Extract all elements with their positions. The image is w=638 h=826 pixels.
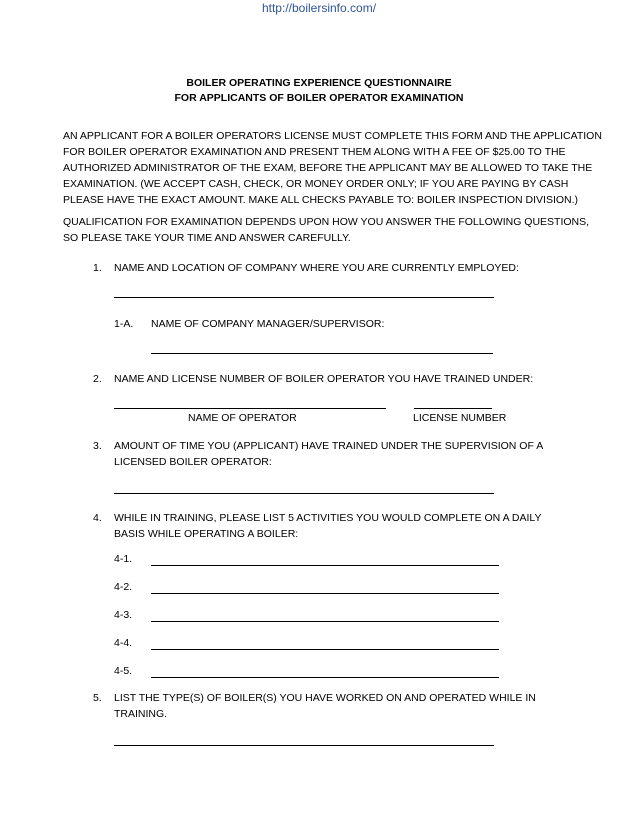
form-title: BOILER OPERATING EXPERIENCE QUESTIONNAIRE — [186, 77, 452, 89]
activity-4-4-label: 4-4. — [114, 637, 133, 649]
operator-name-caption: NAME OF OPERATOR — [188, 412, 297, 424]
intro-line: EXAMINATION. (WE ACCEPT CASH, CHECK, OR MONEY ORDER ONLY; IF YOU ARE PAYING BY CASH — [63, 178, 569, 190]
question-5-text: LIST THE TYPE(S) OF BOILER(S) YOU HAVE WORKED ON AND OPERATED WHILE IN — [114, 692, 536, 704]
question-3-number: 3. — [93, 440, 102, 452]
question-3-text-continued: LICENSED BOILER OPERATOR: — [114, 456, 272, 468]
question-1-text: NAME AND LOCATION OF COMPANY WHERE YOU ARE CURRENTLY EMPLOYED: — [114, 262, 519, 274]
question-2-text: NAME AND LICENSE NUMBER OF BOILER OPERATOR YOU HAVE TRAINED UNDER: — [114, 373, 534, 385]
license-number-field[interactable] — [414, 408, 492, 409]
question-3-text: AMOUNT OF TIME YOU (APPLICANT) HAVE TRAINED UNDER THE SUPERVISION OF A — [114, 440, 544, 452]
operator-name-field[interactable] — [114, 408, 386, 409]
activity-4-2-field[interactable] — [151, 593, 499, 594]
activity-4-1-label: 4-1. — [114, 553, 133, 565]
intro-line: FOR BOILER OPERATOR EXAMINATION AND PRESENT THEM ALONG WITH A FEE OF $25.00 TO THE — [63, 146, 566, 158]
question-1a-number: 1-A. — [114, 318, 134, 330]
company-location-field[interactable] — [114, 297, 494, 298]
question-2-number: 2. — [93, 373, 102, 385]
activity-4-3-field[interactable] — [151, 621, 499, 622]
license-number-caption: LICENSE NUMBER — [413, 412, 507, 424]
qualification-line: SO PLEASE TAKE YOUR TIME AND ANSWER CAREFULLY. — [63, 232, 351, 244]
intro-line: AUTHORIZED ADMINISTRATOR OF THE EXAM, BEFORE THE APPLICANT MAY BE ALLOWED TO TAKE THE — [63, 162, 593, 174]
activity-4-5-field[interactable] — [151, 677, 499, 678]
intro-line: PLEASE HAVE THE EXACT AMOUNT. MAKE ALL CHECKS PAYABLE TO: BOILER INSPECTION DIVISION.) — [63, 194, 579, 206]
training-time-field[interactable] — [114, 493, 494, 494]
question-5-number: 5. — [93, 692, 102, 704]
question-1-number: 1. — [93, 262, 102, 274]
question-4-number: 4. — [93, 512, 102, 524]
question-1a-text: NAME OF COMPANY MANAGER/SUPERVISOR: — [151, 318, 385, 330]
qualification-line: QUALIFICATION FOR EXAMINATION DEPENDS UPON HOW YOU ANSWER THE FOLLOWING QUESTIONS, — [63, 216, 590, 228]
intro-line: AN APPLICANT FOR A BOILER OPERATORS LICENSE MUST COMPLETE THIS FORM AND THE APPLICATION — [63, 130, 602, 142]
source-url[interactable]: http://boilersinfo.com/ — [261, 1, 377, 15]
question-5-text-continued: TRAINING. — [114, 708, 168, 720]
activity-4-1-field[interactable] — [151, 565, 499, 566]
manager-supervisor-field[interactable] — [151, 353, 493, 354]
boiler-types-field[interactable] — [114, 745, 494, 746]
activity-4-4-field[interactable] — [151, 649, 499, 650]
question-4-text-continued: BASIS WHILE OPERATING A BOILER: — [114, 528, 299, 540]
activity-4-3-label: 4-3. — [114, 609, 133, 621]
question-4-text: WHILE IN TRAINING, PLEASE LIST 5 ACTIVITIES YOU WOULD COMPLETE ON A DAILY — [114, 512, 542, 524]
activity-4-5-label: 4-5. — [114, 665, 133, 677]
activity-4-2-label: 4-2. — [114, 581, 133, 593]
form-subtitle: FOR APPLICANTS OF BOILER OPERATOR EXAMINATION — [174, 92, 464, 104]
